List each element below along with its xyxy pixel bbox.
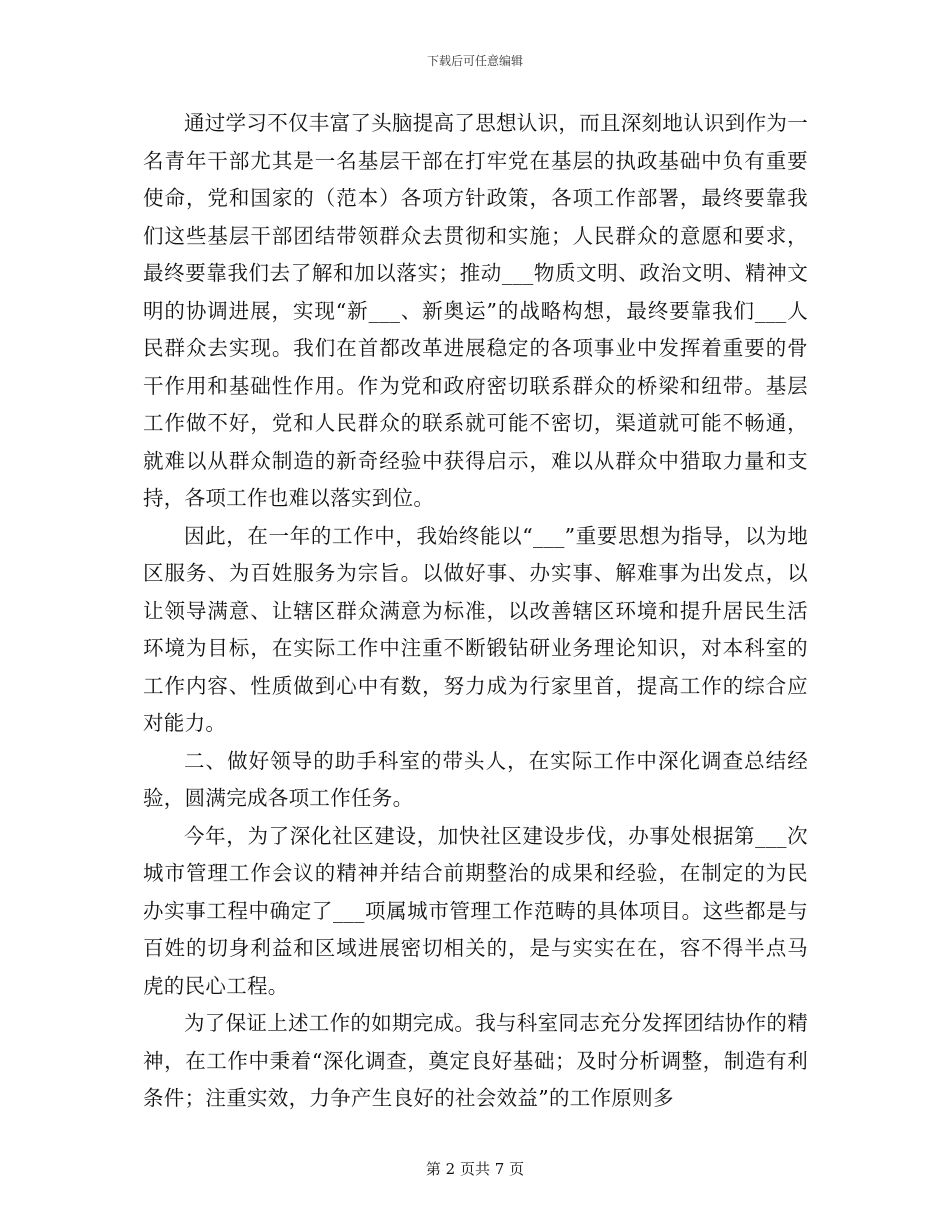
paragraph-1: 通过学习不仅丰富了头脑提高了思想认识，而且深刻地认识到作为一名青年干部尤其是一名基层干部在打牢党在基层的执政基础中负有重要使命，党和国家的（范本）各项方针政策，各项工作部署，最终要靠我们这些基层干部团结带领群众去贯彻和实施；人民群众的意愿和要求，最终要靠我们去了解和加以落实；推动___物质文明、政治文明、精神文明的协调进展，实现“新___、新奥运”的战略构想，最终要靠我们___人民群众去实现。我们在首都改革进展稳定的各项事业中发挥着重要的骨干作用和基础性作用。作为党和政府密切联系群众的桥梁和纽带。基层工作做不好，党和人民群众的联系就可能不密切，渠道就可能不畅通，就难以从群众制造的新奇经验中获得启示，难以从群众中猎取力量和支持，各项工作也难以落实到位。 [143,111,808,510]
paragraph-4: 今年，为了深化社区建设，加快社区建设步伐，办事处根据第___次城市管理工作会议的精神并结合前期整治的成果和经验，在制定的为民办实事工程中确定了___项属城市管理工作范畴的具体项目。这些都是与百姓的切身利益和区域进展密切相关的，是与实实在在，容不得半点马虎的民心工程。 [143,823,808,998]
paragraph-3: 二、做好领导的助手科室的带头人，在实际工作中深化调查总结经验，圆满完成各项工作任务。 [143,748,808,810]
page-number: 第 2 页共 7 页 [425,1160,525,1178]
page-header-note: 下载后可任意编辑 [426,54,523,68]
paragraph-5: 为了保证上述工作的如期完成。我与科室同志充分发挥团结协作的精神，在工作中秉着“深化调查，奠定良好基础；及时分析调整，制造有利条件；注重实效，力争产生良好的社会效益”的工作原则多 [143,1011,808,1110]
document-body [143,105,808,1118]
paragraph-2: 因此，在一年的工作中，我始终能以“___”重要思想为指导，以为地区服务、为百姓服务为宗旨。以做好事、办实事、解难事为出发点，以让领导满意、让辖区群众满意为标准，以改善辖区环境和提升居民生活环境为目标，在实际工作中注重不断锻钻研业务理论知识，对本科室的工作内容、性质做到心中有数，努力成为行家里首，提高工作的综合应对能力。 [143,523,808,735]
